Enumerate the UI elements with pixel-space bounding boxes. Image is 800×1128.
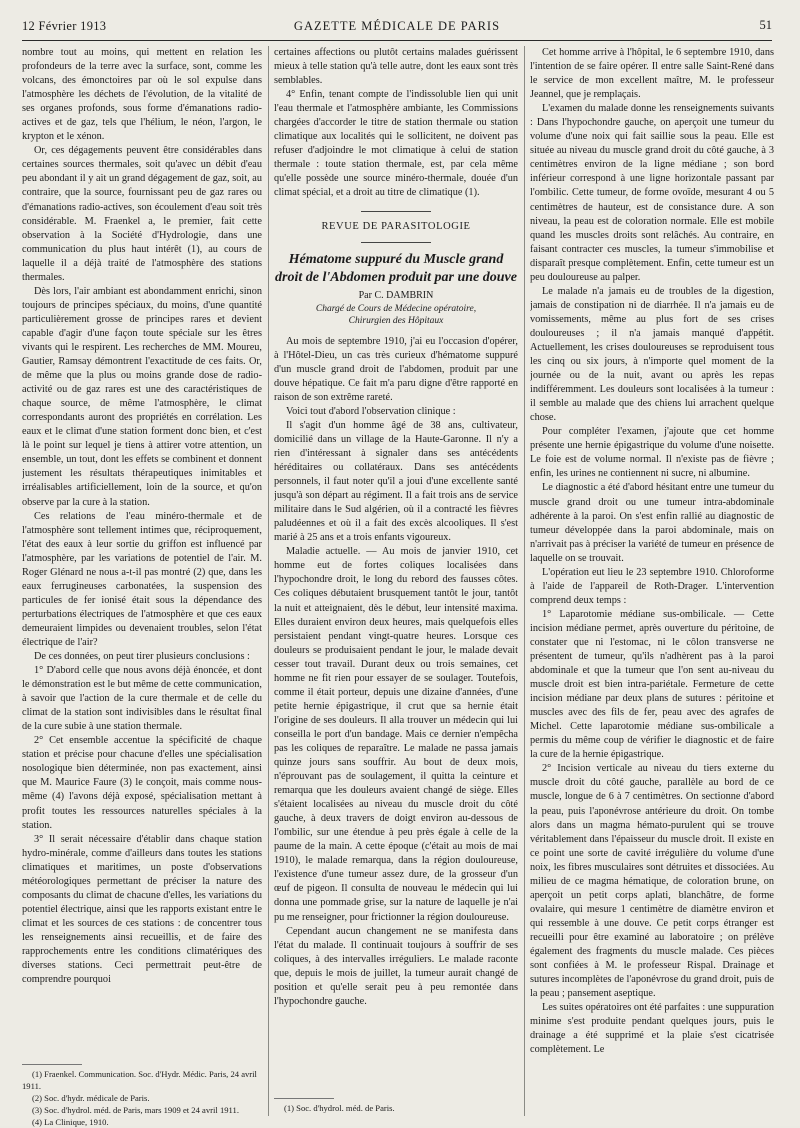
paragraph: Le malade n'a jamais eu de troubles de la digestion, jamais de constipation ni de diarrhée. Il n'a jamais eu de vomissements, même au plus fort de ses crises douloureuses ; il n'a jamais manqué d'appétit. Actuellement, les crises douloureuses se reproduisent tous les cinq ou six jours, à n'importe quel moment de la journée ou de la nuit, avant ou après les repas indifféremment. Les douleurs sont localisées à la tumeur : il semble au malade que des chiens lui arrachent quelque chose.	[530, 285, 774, 424]
paragraph: 4° Enfin, tenant compte de l'indissoluble lien qui unit l'eau thermale et l'atmosphère ambiante, les Commissions chargées d'accorder le titre de station thermale ou station climatique aux localités qui le sollicitent, ne doivent pas refuser d'adjoindre le mot climatique à celui de station thermale : toute station thermale, est, par cela même qu'elle possède une source minéro-thermale, douée d'un climat spécial, et a droit au titre de climatique (1).	[274, 89, 518, 199]
footnotes-left	[22, 1064, 262, 1128]
paragraph: Au mois de septembre 1910, j'ai eu l'occasion d'opérer, à l'Hôtel-Dieu, un cas très curieux d'hématome suppuré d'un muscle grand droit de l'abdomen, produit par une douve hépatique. Ce fait m'a paru digne d'être rapporté en raison de son extrême rareté.	[274, 335, 518, 403]
column-divider	[524, 46, 525, 1116]
paragraph: Cependant aucun changement ne se manifesta dans l'état du malade. Il continuait toujours à souffrir de ses coliques, à des intervalles irréguliers. Le malade raconte que, depuis le mois de juillet, la tumeur aurait changé de position et qu'elle serait peu à peu remontée dans l'hypochondre gauche.	[274, 925, 518, 1007]
footnotes-middle	[274, 1098, 518, 1114]
footnote: (1) Soc. d'hydrol. méd. de Paris.	[284, 1103, 395, 1113]
section-heading: REVUE DE PARASITOLOGIE	[274, 211, 518, 243]
footnote-rule	[274, 1098, 334, 1099]
paragraph: Le diagnostic a été d'abord hésitant entre une tumeur du muscle grand droit ou une tumeur intra-abdominale adhérente à la paroi. On s'est enfin rallié au diagnostic de tumeur développée dans la paroi abdominale, mais on n'arrivait pas à préciser la variété de tumeur en présence de laquelle on se trouvait.	[530, 482, 774, 564]
paragraph: Dès lors, l'air ambiant est abondamment enrichi, sinon toujours de principes spéciaux, du moins, d'une quantité particulièrement grosse de principes rares et devient capable d'agir d'une façon toute spéciale sur les êtres vivants qui le respirent. Les recherches de MM. Moureu, Gautier, Ramsay démontrent l'exactitude de ces faits. Or, de même que la plus ou moins grande dose de radio-activité ou de gaz rares est une des caractéristiques de chaque source, de même l'atmosphère, le climat correspondants auront des propriétés en corrélation. Les eaux et le climat d'une station forment donc bien, et c'est là le point sur lequel je tiens à attirer votre attention, un ensemble, un tout, dont les effets se combinent et donnent justement les résultats thérapeutiques inimitables et irréalisables artificiellement, loin de la source, et qu'on observe par la cure à la station.	[22, 285, 262, 508]
paragraph: De ces données, on peut tirer plusieurs conclusions :	[34, 651, 250, 663]
paragraph: 1° D'abord celle que nous avons déjà énoncée, et dont le démonstration est le but même de cette communication, à savoir que l'action de la cure thermale et de celle du climat de la station sont indivisibles dans le résultat final de la cure subie à une station thermale.	[22, 665, 262, 733]
author-affiliation	[274, 303, 518, 327]
footnote: (2) Soc. d'hydr. médicale de Paris.	[32, 1093, 150, 1103]
journal-title: GAZETTE MÉDICALE DE PARIS	[293, 19, 501, 33]
paragraph: Cet homme arrive à l'hôpital, le 6 septembre 1910, dans l'intention de se faire opérer. Il entre salle Saint-René dans le service de mon excellent maître, M. le professeur Jeannel, que je remplaçais.	[530, 47, 774, 101]
paragraph: 3° Il serait nécessaire d'établir dans chaque station hydro-minérale, comme d'ailleurs dans toutes les stations climatiques et maritimes, un poste d'observations météorologiques permettant de préciser la nature des composants du climat de chacune d'elles, les variations du potentiel électrique, ainsi que les rapports existant entre le climat et les sources de ces stations : de concentrer tous les renseignements ainsi recueillis, et de faire des rapprochements entre les conditions climatériques des diverses stations. Ceci permettrait peut-être de comprendre pourquoi	[22, 833, 262, 986]
paragraph: Voici tout d'abord l'observation clinique :	[286, 405, 456, 417]
paragraph: Ces relations de l'eau minéro-thermale et de l'atmosphère sont tellement intimes que, réciproquement, l'état des eaux à leur sortie du griffon est influencé par l'atmosphère, par les variations de potentiel de l'air. M. Roger Glénard ne nous a-t-il pas montré (2) que, dans les eaux ferrugineuses carbonatées, la suspension des particules de fer ionisé était sous la dépendance des perturbations électriques de l'atmosphère et que ces eaux demeuraient limpides ou devenaient troubles, selon l'état électrique de l'air?	[22, 510, 262, 648]
column-divider	[268, 46, 269, 1116]
column-right	[530, 46, 774, 1064]
article-author: Par C. DAMBRIN	[358, 289, 434, 301]
footnote-rule	[22, 1064, 82, 1065]
footnote: (1) Fraenkel. Communication. Soc. d'Hydr. Médic. Paris, 24 avril 1911.	[22, 1069, 257, 1091]
paragraph: L'opération eut lieu le 23 septembre 1910. Chloroforme à l'aide de l'appareil de Roth-Drager. L'intervention comprend deux temps :	[530, 566, 774, 606]
column-middle	[274, 46, 518, 1064]
paragraph: Pour compléter l'examen, j'ajoute que cet homme présente une hernie épigastrique du volume d'une noisette. Le foie est de volume normal. Il n'existe pas de fièvre ; enfin, les urines ne contiennent ni sucre, ni albumine.	[530, 426, 774, 480]
paragraph: Maladie actuelle. — Au mois de janvier 1910, cet homme eut de fortes coliques localisées dans l'hypochondre droit, le long du rebord des fausses côtes. Ces coliques débutaient brusquement tantôt le jour, tantôt la nuit et atteignaient, dès le début, leur intensité maxima. Elles duraient environ deux heures, mais quelquefois elles persistaient pendant vingt-quatre heures. Lorsque ces douleurs se produisaient pendant le jour, le malade devait cesser tout travail. Durant deux ou trois semaines, cet homme ne fit rien pour essayer de se soulager. Toutefois, comme il était porteur, depuis une dizaine d'années, d'une petite hernie épigastrique, il crut que sa hernie était l'origine de ses douleurs. Il alla trouver un médecin qui lui conseilla le port d'un bandage. Mais ce dernier n'empêcha pas les coliques de reparaître. Le malade ne passa jamais quinze jours sans souffrir. Au bout de deux mois, n'éprouvant pas de soulagement, il quitta la ceinture et remarqua que les douleurs avaient changé de siège. Elles s'étaient localisées au niveau du muscle droit du côté gauche, à deux travers de doigt environ au-dessous de l'ombilic, sur une étendue à peu près égale à celle de la paume de la main. A cette époque (c'était au mois de mai 1910), le malade remarqua, dans la région douloureuse, l'existence d'une tumeur assez dure, de la grosseur d'un œuf de pigeon. Il consulta de nouveau le médecin qui lui donna une pommade grise, sur la nature de laquelle je n'ai pu me renseigner, pour frictionner la région douloureuse.	[274, 546, 518, 923]
article-title: Hématome suppuré du Muscle grand droit de l'Abdomen produit par une douve	[275, 251, 517, 285]
paragraph: L'examen du malade donne les renseignements suivants : Dans l'hypochondre gauche, on aperçoit une tumeur du volume d'une noix qui fait saillie sous la peau. Elle est située au niveau du muscle grand droit du côté gauche, à 3 centimètres environ de la ligne médiane ; son bord inférieur correspond à une ligne horizontale passant par l'ombilic. Cette tumeur, de forme ovoïde, mesurant 4 ou 5 centimètres de hauteur, est de consistance dure. A son niveau, la peau est de coloration normale. Elle est mobile quand les muscles droits sont relâchés. Au contraire, en faisant contracter ces muscles, la tumeur s'immobilise et disparaît presque complètement. Enfin, cette tumeur est un peu douloureuse au palper.	[530, 103, 774, 283]
footnote: (3) Soc. d'hydrol. méd. de Paris, mars 1909 et 24 avril 1911.	[32, 1105, 239, 1115]
header-rule	[22, 40, 772, 41]
paragraph: 2° Cet ensemble accentue la spécificité de chaque station et précise pour chacune d'elles une spécialisation nosologique bien déterminée, non pas exactement, ainsi que M. Maurice Faure (3) le conçoit, mais comme nous-même (4) l'avons déjà exposé, spécialisation mettant à profit toutes les ressources naturelles spéciales à la station.	[22, 735, 262, 831]
running-header	[22, 16, 772, 38]
paragraph: certaines affections ou plutôt certains malades guérissent mieux à telle station qu'à telle autre, dont les eaux sont très semblables.	[274, 47, 518, 87]
issue-date: 12 Février 1913	[22, 19, 107, 33]
paragraph: Il s'agit d'un homme âgé de 38 ans, cultivateur, domicilié dans un village de la Haute-Garonne. Il n'y a rien d'intéressant à signaler dans ses antécédents héréditaires ou collatéraux. Dans ses antécédents personnels, il faut noter qu'il a joui d'une excellente santé jusqu'à son départ au régiment. Il a fait trois ans de service militaire dans le Sud algérien, où il a contracté les fièvres paludéennes et où il a fait des excès alcooliques. Il s'est marié à 25 ans et a trois enfants vigoureux.	[274, 419, 518, 544]
page-number: 51	[759, 18, 772, 32]
affiliation-line: Chargé de Cours de Médecine opératoire,	[315, 303, 477, 314]
affiliation-line: Chirurgien des Hôpitaux	[348, 315, 444, 326]
paragraph: Les suites opératoires ont été parfaites : une suppuration minime s'est produite pendant quelques jours, puis le drainage a été supprimé et la plaie s'est cicatrisée complètement. Le	[530, 1002, 774, 1056]
paragraph: nombre tout au moins, qui mettent en relation les profondeurs de la terre avec la surface, sont, comme les volcans, des émonctoires par où le sol expulse dans l'atmosphère les déchets de l'évolution, de la vitalité de ses organes profonds, sous forme d'émanations radio-actives et de gaz, tels que l'hélium, le néon, l'argon, le krypton et le xénon.	[22, 47, 262, 143]
paragraph: Or, ces dégagements peuvent être considérables dans certaines sources thermales, soit qu'avec un débit d'eau peu abondant il y ait un grand dégagement de gaz, soit, au contraire, que la source, fournissant peu de gaz rares ou d'émanations radio-actives, son écoulement d'eau soit très considérable. M. Fraenkel a, le premier, fait cette observation à la Société d'Hydrologie, dans une communication du plus haut intérêt (1), au cours de laquelle il a déjà traité de l'atmosphère des stations thermales.	[22, 145, 262, 283]
paragraph: 1° Laparotomie médiane sus-ombilicale. — Cette incision médiane permet, après ouverture du péritoine, de constater que ni l'estomac, ni le côlon transverse ne présentent de tumeur, qu'ils n'adhèrent pas à la paroi abdominale et que la tumeur que l'on sent au-niveau du muscle droit est bien intra-pariétale. Fermeture de cette incision médiane par deux plans de sutures : péritoine et muscles avec des fils de fer, peau avec des agrafes de Michel. Cette laparotomie médiane sus-ombilicale a permis du même coup de vérifier le diagnostic et de faire la cure de la hernie épigastrique.	[530, 608, 774, 761]
footnote: (4) La Clinique, 1910.	[32, 1117, 109, 1127]
column-left	[22, 46, 262, 1064]
paragraph: 2° Incision verticale au niveau du tiers externe du muscle droit du côté gauche, parallèle au bord de ce muscle, longue de 6 à 7 centimètres. On sectionne d'abord la peau, puis l'aponévrose antérieure du droit. On tombe alors dans un magma hémato-purulent qui se trouve véritablement dans l'épaisseur du muscle droit. Il existe en ce point une sorte de cavité irrégulière du volume d'une noix, les fibres musculaires sont détruites et dissociées. Au milieu de ce magma hématique, de coloration brune, on aperçoit un petit corps aplati, blanchâtre, de forme ovalaire, qui mesure 1 centimètre de diamètre environ et qui ressemble à une douve. Ce petit corps étranger est recueilli pour être examiné au laboratoire ; on prélève également des fragments du muscle malade. Ces pièces sont confiées à M. le professeur Rispal. Drainage et sutures incomplètes de l'aponévrose du grand droit, puis de la peau ; pansement aseptique.	[530, 763, 774, 1000]
